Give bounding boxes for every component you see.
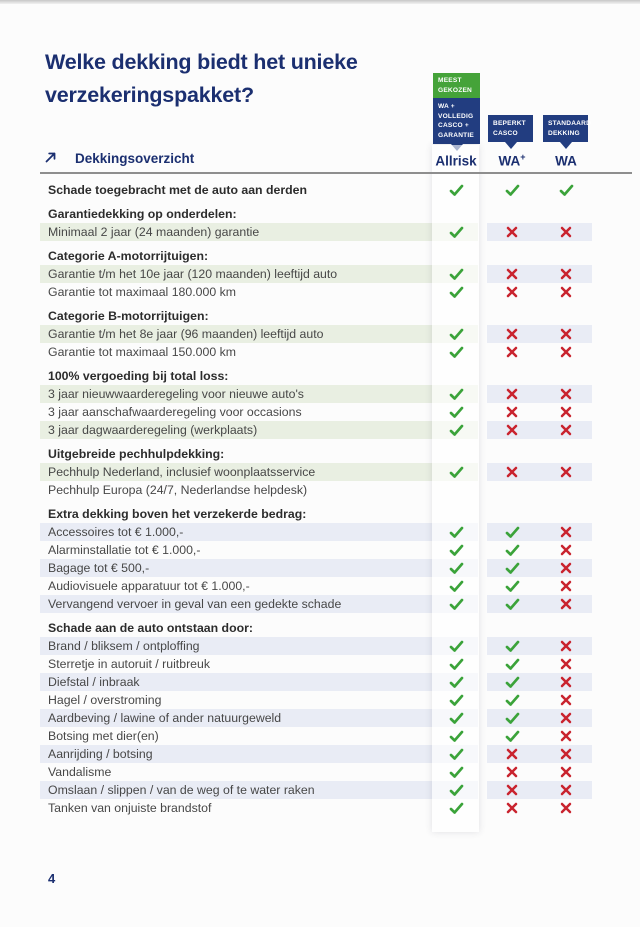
cross-icon — [490, 781, 534, 799]
section-header: Garantiedekking op onderdelen: — [48, 207, 237, 221]
check-icon — [433, 325, 479, 343]
table-caption-label: Dekkingsoverzicht — [75, 150, 195, 166]
cross-icon — [544, 559, 588, 577]
column-header-wa: WA — [555, 153, 577, 169]
check-icon — [433, 541, 479, 559]
row-label: Pechhulp Nederland, inclusief woonplaatsservice — [48, 465, 316, 479]
table-row — [0, 691, 640, 709]
wa-badge-label: STANDAARD DEKKING — [543, 115, 588, 142]
cross-icon — [490, 325, 534, 343]
check-icon — [490, 691, 534, 709]
row-label: Garantie tot maximaal 150.000 km — [48, 345, 236, 359]
cross-icon — [544, 385, 588, 403]
row-label: Audiovisuele apparatuur tot € 1.000,- — [48, 579, 250, 593]
cross-icon — [544, 727, 588, 745]
check-icon — [433, 799, 479, 817]
section-header-row — [0, 619, 640, 637]
check-icon — [433, 745, 479, 763]
title-line-2: verzekeringspakket? — [45, 83, 254, 107]
cross-icon — [544, 265, 588, 283]
cross-icon — [544, 343, 588, 361]
table-row — [0, 709, 640, 727]
table-row — [0, 265, 640, 283]
row-label: 3 jaar nieuwwaarderegeling voor nieuwe auto's — [48, 387, 304, 401]
row-label: Sterretje in autoruit / ruitbreuk — [48, 657, 210, 671]
cross-icon — [544, 541, 588, 559]
table-row — [0, 763, 640, 781]
check-icon — [433, 577, 479, 595]
table-row — [0, 421, 640, 439]
table-row — [0, 727, 640, 745]
table-row — [0, 577, 640, 595]
allrisk-badge — [433, 73, 480, 151]
cross-icon — [544, 799, 588, 817]
check-icon — [433, 181, 479, 199]
section-header: Categorie B-motorrijtuigen: — [48, 309, 209, 323]
cross-icon — [544, 781, 588, 799]
row-label: Diefstal / inbraak — [48, 675, 140, 689]
check-icon — [433, 673, 479, 691]
section-header: Categorie A-motorrijtuigen: — [48, 249, 209, 263]
check-icon — [490, 673, 534, 691]
check-icon — [433, 637, 479, 655]
check-icon — [433, 223, 479, 241]
cross-icon — [490, 799, 534, 817]
table-row — [0, 403, 640, 421]
row-label: Tanken van onjuiste brandstof — [48, 801, 212, 815]
check-icon — [433, 781, 479, 799]
section-header-row — [0, 367, 640, 385]
row-label: Bagage tot € 500,- — [48, 561, 150, 575]
check-icon — [490, 655, 534, 673]
check-icon — [433, 691, 479, 709]
check-icon — [433, 763, 479, 781]
check-icon — [433, 709, 479, 727]
section-header-row — [0, 505, 640, 523]
wa-plus-badge — [488, 115, 533, 149]
cross-icon — [544, 523, 588, 541]
check-icon — [433, 403, 479, 421]
check-icon — [490, 577, 534, 595]
row-label: Minimaal 2 jaar (24 maanden) garantie — [48, 225, 260, 239]
table-row — [0, 559, 640, 577]
table-caption — [44, 148, 194, 168]
table-row — [0, 745, 640, 763]
section-header: Extra dekking boven het verzekerde bedrag: — [48, 507, 307, 521]
row-label: 3 jaar dagwaarderegeling (werkplaats) — [48, 423, 258, 437]
section-header: 100% vergoeding bij total loss: — [48, 369, 229, 383]
page-top-edge — [0, 0, 640, 4]
cross-icon — [544, 655, 588, 673]
row-label: Omslaan / slippen / van de weg of te water raken — [48, 783, 315, 797]
row-label: Hagel / overstroming — [48, 693, 162, 707]
check-icon — [433, 559, 479, 577]
row-label: Pechhulp Europa (24/7, Nederlandse helpdesk) — [48, 483, 308, 497]
table-row — [0, 637, 640, 655]
row-label: Aardbeving / lawine of ander natuurgeweld — [48, 711, 282, 725]
check-icon — [490, 595, 534, 613]
coverage-table — [0, 181, 640, 817]
row-label: Garantie t/m het 10e jaar (120 maanden) leeftijd auto — [48, 267, 338, 281]
table-row — [0, 799, 640, 817]
page-title — [45, 46, 358, 112]
section-header-row — [0, 205, 640, 223]
table-row — [0, 595, 640, 613]
row-label: Vandalisme — [48, 765, 112, 779]
table-row — [0, 781, 640, 799]
check-icon — [490, 523, 534, 541]
cross-icon — [544, 577, 588, 595]
check-icon — [490, 541, 534, 559]
cross-icon — [544, 283, 588, 301]
section-header-row — [0, 247, 640, 265]
check-icon — [433, 421, 479, 439]
check-icon — [490, 181, 534, 199]
cross-icon — [544, 403, 588, 421]
column-header-allrisk: Allrisk — [435, 153, 477, 169]
table-row — [0, 181, 640, 199]
wa-badge — [543, 115, 592, 149]
row-label: Garantie t/m het 8e jaar (96 maanden) leeftijd auto — [48, 327, 324, 341]
table-row — [0, 385, 640, 403]
title-line-1: Welke dekking biedt het unieke — [45, 50, 358, 74]
check-icon — [433, 595, 479, 613]
section-header-row — [0, 307, 640, 325]
check-icon — [433, 283, 479, 301]
row-label: Vervangend vervoer in geval van een gedekte schade — [48, 597, 342, 611]
check-icon — [490, 709, 534, 727]
section-header: Uitgebreide pechhulpdekking: — [48, 447, 225, 461]
check-icon — [433, 265, 479, 283]
table-row — [0, 223, 640, 241]
row-label: Accessoires tot € 1.000,- — [48, 525, 184, 539]
cross-icon — [544, 325, 588, 343]
table-row — [0, 343, 640, 361]
row-label: 3 jaar aanschafwaarderegeling voor occasions — [48, 405, 302, 419]
row-label: Aanrijding / botsing — [48, 747, 153, 761]
check-icon — [433, 655, 479, 673]
check-icon — [433, 463, 479, 481]
cross-icon — [544, 709, 588, 727]
table-row — [0, 655, 640, 673]
diagonal-arrow-icon — [44, 150, 57, 166]
row-label: Garantie tot maximaal 180.000 km — [48, 285, 236, 299]
row-label: Brand / bliksem / ontploffing — [48, 639, 200, 653]
table-row — [0, 283, 640, 301]
check-icon — [490, 727, 534, 745]
check-icon — [490, 559, 534, 577]
cross-icon — [544, 673, 588, 691]
cross-icon — [544, 463, 588, 481]
cross-icon — [490, 421, 534, 439]
wa-plus-badge-label: BEPERKT CASCO — [488, 115, 533, 142]
most-chosen-badge: MEEST GEKOZEN — [433, 73, 480, 98]
page-number: 4 — [48, 871, 56, 886]
column-header-wa-plus: WA+ — [498, 152, 526, 169]
cross-icon — [490, 463, 534, 481]
table-row — [0, 325, 640, 343]
check-icon — [433, 385, 479, 403]
table-row — [0, 673, 640, 691]
cross-icon — [544, 421, 588, 439]
section-header: Schade aan de auto ontstaan door: — [48, 621, 253, 635]
cross-icon — [544, 595, 588, 613]
table-row — [0, 481, 640, 499]
row-label: Alarminstallatie tot € 1.000,- — [48, 543, 201, 557]
cross-icon — [490, 223, 534, 241]
cross-icon — [490, 343, 534, 361]
cross-icon — [544, 745, 588, 763]
cross-icon — [490, 265, 534, 283]
cross-icon — [544, 691, 588, 709]
check-icon — [433, 343, 479, 361]
cross-icon — [490, 283, 534, 301]
cross-icon — [490, 745, 534, 763]
cross-icon — [490, 763, 534, 781]
table-row — [0, 523, 640, 541]
header-divider — [40, 172, 632, 174]
check-icon — [544, 181, 588, 199]
cross-icon — [544, 637, 588, 655]
table-row — [0, 463, 640, 481]
check-icon — [433, 727, 479, 745]
cross-icon — [544, 223, 588, 241]
table-row — [0, 541, 640, 559]
check-icon — [490, 637, 534, 655]
allrisk-badge-label: WA + VOLLEDIG CASCO + GARANTIE — [433, 98, 480, 144]
row-label: Schade toegebracht met de auto aan derden — [48, 183, 307, 197]
cross-icon — [544, 763, 588, 781]
check-icon — [433, 523, 479, 541]
cross-icon — [490, 385, 534, 403]
cross-icon — [490, 403, 534, 421]
row-label: Botsing met dier(en) — [48, 729, 159, 743]
section-header-row — [0, 445, 640, 463]
